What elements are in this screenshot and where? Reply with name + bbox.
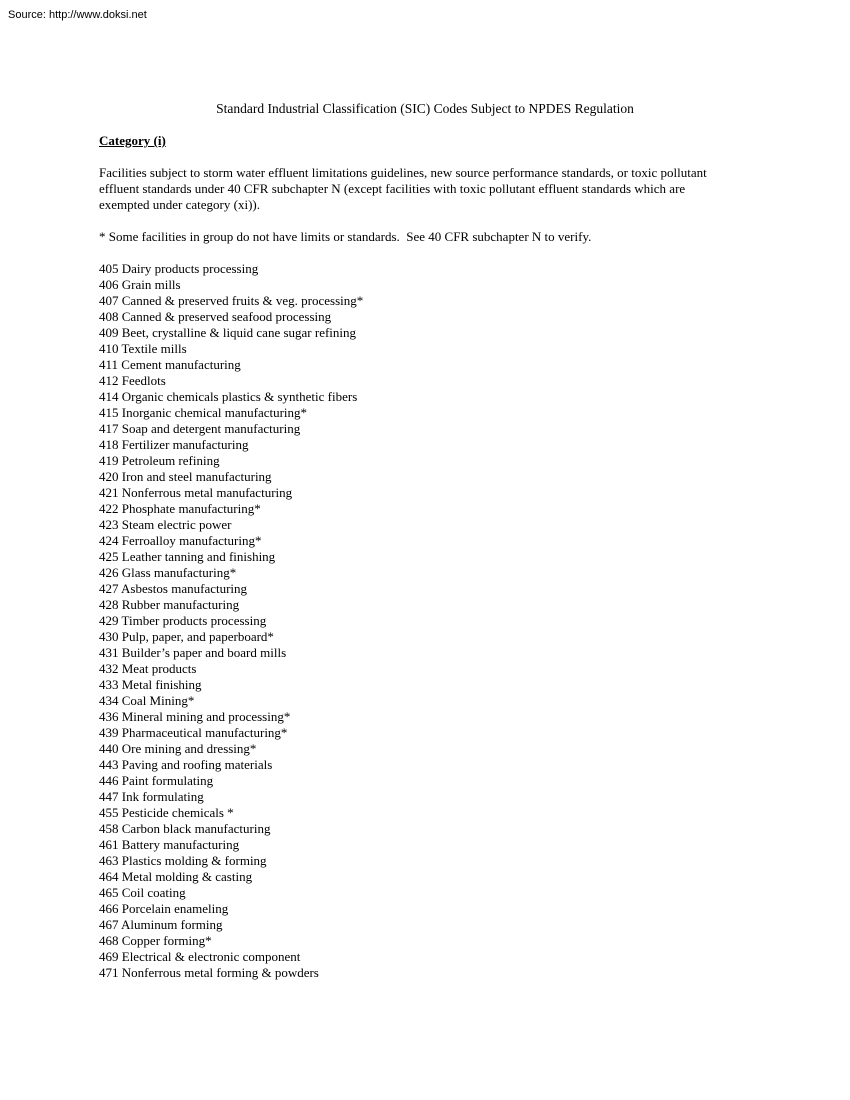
sic-list-item	[99, 597, 363, 613]
sic-list-item	[99, 581, 363, 597]
sic-list-item	[99, 533, 363, 549]
sic-label: Feedlots	[118, 373, 166, 388]
sic-list-item	[99, 629, 363, 645]
page-title: Standard Industrial Classification (SIC) Codes Subject to NPDES Regulation	[216, 101, 634, 116]
sic-list-item	[99, 677, 363, 693]
sic-list-item	[99, 373, 363, 389]
sic-code: 424	[99, 533, 119, 548]
sic-label: Petroleum refining	[118, 453, 220, 468]
sic-label: Coil coating	[118, 885, 186, 900]
sic-list-item	[99, 517, 363, 533]
sic-label: Steam electric power	[118, 517, 232, 532]
sic-list-item	[99, 325, 363, 341]
sic-label: Metal finishing	[118, 677, 202, 692]
sic-list-item	[99, 405, 363, 421]
sic-label: Soap and detergent manufacturing	[118, 421, 301, 436]
sic-label: Iron and steel manufacturing	[118, 469, 272, 484]
sic-code: 418	[99, 437, 119, 452]
sic-code: 410	[99, 341, 119, 356]
sic-code: 465	[99, 885, 119, 900]
sic-code: 408	[99, 309, 119, 324]
sic-list-item	[99, 501, 363, 517]
sic-code: 411	[99, 357, 119, 372]
sic-code: 414	[99, 389, 119, 404]
sic-code: 466	[99, 901, 119, 916]
sic-label: Nonferrous metal manufacturing	[118, 485, 293, 500]
category-heading: Category (i)	[99, 133, 166, 148]
sic-code: 429	[99, 613, 119, 628]
sic-code: 447	[99, 789, 119, 804]
sic-label: Phosphate manufacturing*	[118, 501, 261, 516]
sic-code: 455	[99, 805, 119, 820]
sic-label: Grain mills	[118, 277, 181, 292]
sic-code: 415	[99, 405, 119, 420]
sic-list-item	[99, 949, 363, 965]
sic-label: Fertilizer manufacturing	[118, 437, 249, 452]
sic-code: 461	[99, 837, 119, 852]
sic-code: 427	[99, 581, 119, 596]
sic-label: Inorganic chemical manufacturing*	[118, 405, 308, 420]
sic-code: 467	[99, 917, 119, 932]
sic-list-item	[99, 837, 363, 853]
sic-code: 412	[99, 373, 119, 388]
sic-label: Meat products	[118, 661, 197, 676]
sic-list-item	[99, 741, 363, 757]
sic-label: Rubber manufacturing	[118, 597, 240, 612]
sic-code: 468	[99, 933, 119, 948]
sic-list-item	[99, 965, 363, 981]
sic-list-item	[99, 933, 363, 949]
paragraph-line: effluent standards under 40 CFR subchapter N (except facilities with toxic pollutant effluent standards which are	[99, 181, 686, 196]
sic-label: Beet, crystalline & liquid cane sugar refining	[118, 325, 357, 340]
sic-label: Coal Mining*	[118, 693, 195, 708]
sic-list-item	[99, 613, 363, 629]
sic-label: Carbon black manufacturing	[118, 821, 271, 836]
sic-code: 458	[99, 821, 119, 836]
sic-label: Copper forming*	[118, 933, 212, 948]
sic-list-item	[99, 853, 363, 869]
sic-label: Canned & preserved seafood processing	[118, 309, 332, 324]
sic-list-item	[99, 821, 363, 837]
sic-list-item	[99, 709, 363, 725]
sic-code: 436	[99, 709, 119, 724]
sic-list-item	[99, 645, 363, 661]
sic-list-item	[99, 805, 363, 821]
asterisk-note: * Some facilities in group do not have limits or standards. See 40 CFR subchapter N to verify.	[99, 229, 592, 244]
sic-list-item	[99, 885, 363, 901]
sic-label: Nonferrous metal forming & powders	[118, 965, 319, 980]
sic-list-item	[99, 661, 363, 677]
sic-list-item	[99, 549, 363, 565]
sic-list-item	[99, 565, 363, 581]
sic-code: 439	[99, 725, 119, 740]
sic-code: 422	[99, 501, 119, 516]
sic-code: 446	[99, 773, 119, 788]
intro-paragraph	[99, 165, 779, 213]
sic-label: Organic chemicals plastics & synthetic fibers	[118, 389, 358, 404]
sic-code: 464	[99, 869, 119, 884]
sic-code: 406	[99, 277, 119, 292]
sic-label: Metal molding & casting	[118, 869, 253, 884]
sic-label: Cement manufacturing	[118, 357, 241, 372]
sic-label: Glass manufacturing*	[118, 565, 237, 580]
sic-list-item	[99, 869, 363, 885]
sic-code: 471	[99, 965, 119, 980]
sic-list-item	[99, 421, 363, 437]
sic-code: 443	[99, 757, 119, 772]
sic-list-item	[99, 693, 363, 709]
sic-label: Battery manufacturing	[118, 837, 240, 852]
sic-list-item	[99, 901, 363, 917]
paragraph-line: exempted under category (xi)).	[99, 197, 260, 212]
sic-list-item	[99, 261, 363, 277]
sic-list-item	[99, 917, 363, 933]
sic-code: 407	[99, 293, 119, 308]
sic-list-item	[99, 357, 363, 373]
sic-code: 434	[99, 693, 119, 708]
sic-label: Electrical & electronic component	[118, 949, 301, 964]
sic-label: Pesticide chemicals *	[118, 805, 234, 820]
sic-label: Paving and roofing materials	[118, 757, 273, 772]
sic-label: Dairy products processing	[118, 261, 259, 276]
paragraph-line: Facilities subject to storm water effluent limitations guidelines, new source performance standards, or toxic pollutant	[99, 165, 707, 180]
sic-code: 417	[99, 421, 119, 436]
sic-code: 426	[99, 565, 119, 580]
sic-label: Pharmaceutical manufacturing*	[118, 725, 288, 740]
sic-label: Ink formulating	[118, 789, 204, 804]
sic-code: 428	[99, 597, 119, 612]
sic-label: Paint formulating	[118, 773, 214, 788]
sic-list-item	[99, 725, 363, 741]
sic-label: Textile mills	[118, 341, 187, 356]
sic-code: 469	[99, 949, 119, 964]
sic-code: 423	[99, 517, 119, 532]
sic-label: Builder’s paper and board mills	[118, 645, 287, 660]
sic-list-item	[99, 469, 363, 485]
sic-code: 431	[99, 645, 119, 660]
sic-list-item	[99, 437, 363, 453]
sic-label: Ore mining and dressing*	[118, 741, 257, 756]
sic-code: 440	[99, 741, 119, 756]
sic-label: Plastics molding & forming	[118, 853, 267, 868]
sic-code: 420	[99, 469, 119, 484]
sic-list-item	[99, 309, 363, 325]
sic-label: Timber products processing	[118, 613, 267, 628]
sic-list-item	[99, 453, 363, 469]
sic-label: Porcelain enameling	[118, 901, 229, 916]
sic-list-item	[99, 757, 363, 773]
sic-code: 421	[99, 485, 119, 500]
sic-code: 419	[99, 453, 119, 468]
sic-code-list	[99, 261, 363, 981]
sic-code: 463	[99, 853, 119, 868]
sic-list-item	[99, 485, 363, 501]
sic-code: 405	[99, 261, 119, 276]
source-url: Source: http://www.doksi.net	[8, 9, 147, 21]
sic-code: 432	[99, 661, 119, 676]
sic-label: Leather tanning and finishing	[118, 549, 276, 564]
sic-label: Ferroalloy manufacturing*	[118, 533, 262, 548]
sic-list-item	[99, 789, 363, 805]
sic-label: Canned & preserved fruits & veg. processing*	[118, 293, 364, 308]
sic-code: 430	[99, 629, 119, 644]
sic-label: Pulp, paper, and paperboard*	[118, 629, 274, 644]
sic-code: 409	[99, 325, 119, 340]
sic-list-item	[99, 389, 363, 405]
sic-code: 433	[99, 677, 119, 692]
sic-label: Mineral mining and processing*	[118, 709, 291, 724]
sic-code: 425	[99, 549, 119, 564]
sic-label: Aluminum forming	[118, 917, 223, 932]
sic-list-item	[99, 293, 363, 309]
sic-list-item	[99, 341, 363, 357]
sic-label: Asbestos manufacturing	[118, 581, 248, 596]
sic-list-item	[99, 277, 363, 293]
sic-list-item	[99, 773, 363, 789]
